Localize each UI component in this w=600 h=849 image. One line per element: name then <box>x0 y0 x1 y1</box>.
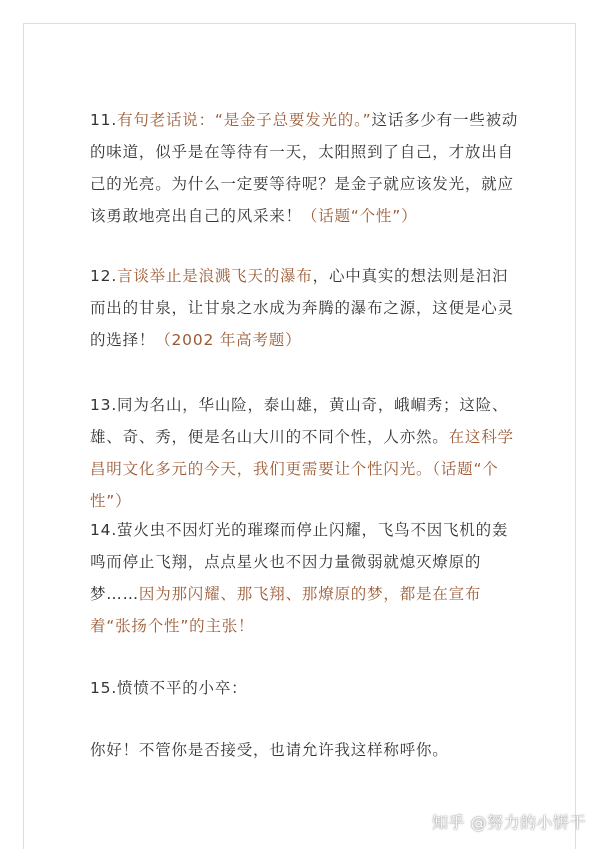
highlight-segment: 有句老话说：“是金子总要发光的。” <box>117 111 372 129</box>
highlight-segment: 在这科学昌明文化多元的今天，我们更需要让个性闪光。（话题“个性”） <box>90 428 514 510</box>
paragraph-14 <box>90 514 522 642</box>
highlight-segment: （2002 年高考题） <box>155 331 302 349</box>
text-segment: 11. <box>90 111 118 129</box>
text-segment: 你好！不管你是否接受，也请允许我这样称呼你。 <box>90 741 449 759</box>
text-segment: 这话多少有一些被动的味道，似乎是在等待有一天，太阳照到了自己，才放出自己的光亮。为什么一定要等待呢？是金子就应该发光，就应该勇敢地亮出自己的风采来！ <box>90 111 519 225</box>
highlight-segment: 因为那闪耀、那飞翔、那燎原的梦，都是在宣布着“张扬个性”的主张！ <box>90 585 482 635</box>
paragraph-12 <box>90 260 522 356</box>
text-segment: 14.萤火虫不因灯光的璀璨而停止闪耀，飞鸟不因飞机的轰鸣而停止飞翔，点点星火也不因力量微弱就熄灭燎原的梦…… <box>90 521 509 603</box>
paragraph-13 <box>90 389 522 517</box>
text-segment: 12. <box>90 267 118 285</box>
paragraph-16 <box>90 734 522 766</box>
paragraph-11 <box>90 104 522 232</box>
text-segment: 13.同为名山，华山险，泰山雄，黄山奇，峨嵋秀；这险、雄、奇、秀，便是名山大川的不同个性，人亦然。 <box>90 396 509 446</box>
zhihu-watermark: 知乎 @努力的小饼干 <box>431 813 586 832</box>
paragraph-15 <box>90 672 522 704</box>
highlight-segment: （话题“个性”） <box>301 207 418 225</box>
highlight-segment: 言谈举止是浪溅飞天的瀑布 <box>117 267 313 285</box>
text-segment: ，心中真实的想法则是汩汩而出的甘泉，让甘泉之水成为奔腾的瀑布之源，这便是心灵的选择！ <box>90 267 514 349</box>
text-segment: 15.愤愤不平的小卒： <box>90 679 248 697</box>
